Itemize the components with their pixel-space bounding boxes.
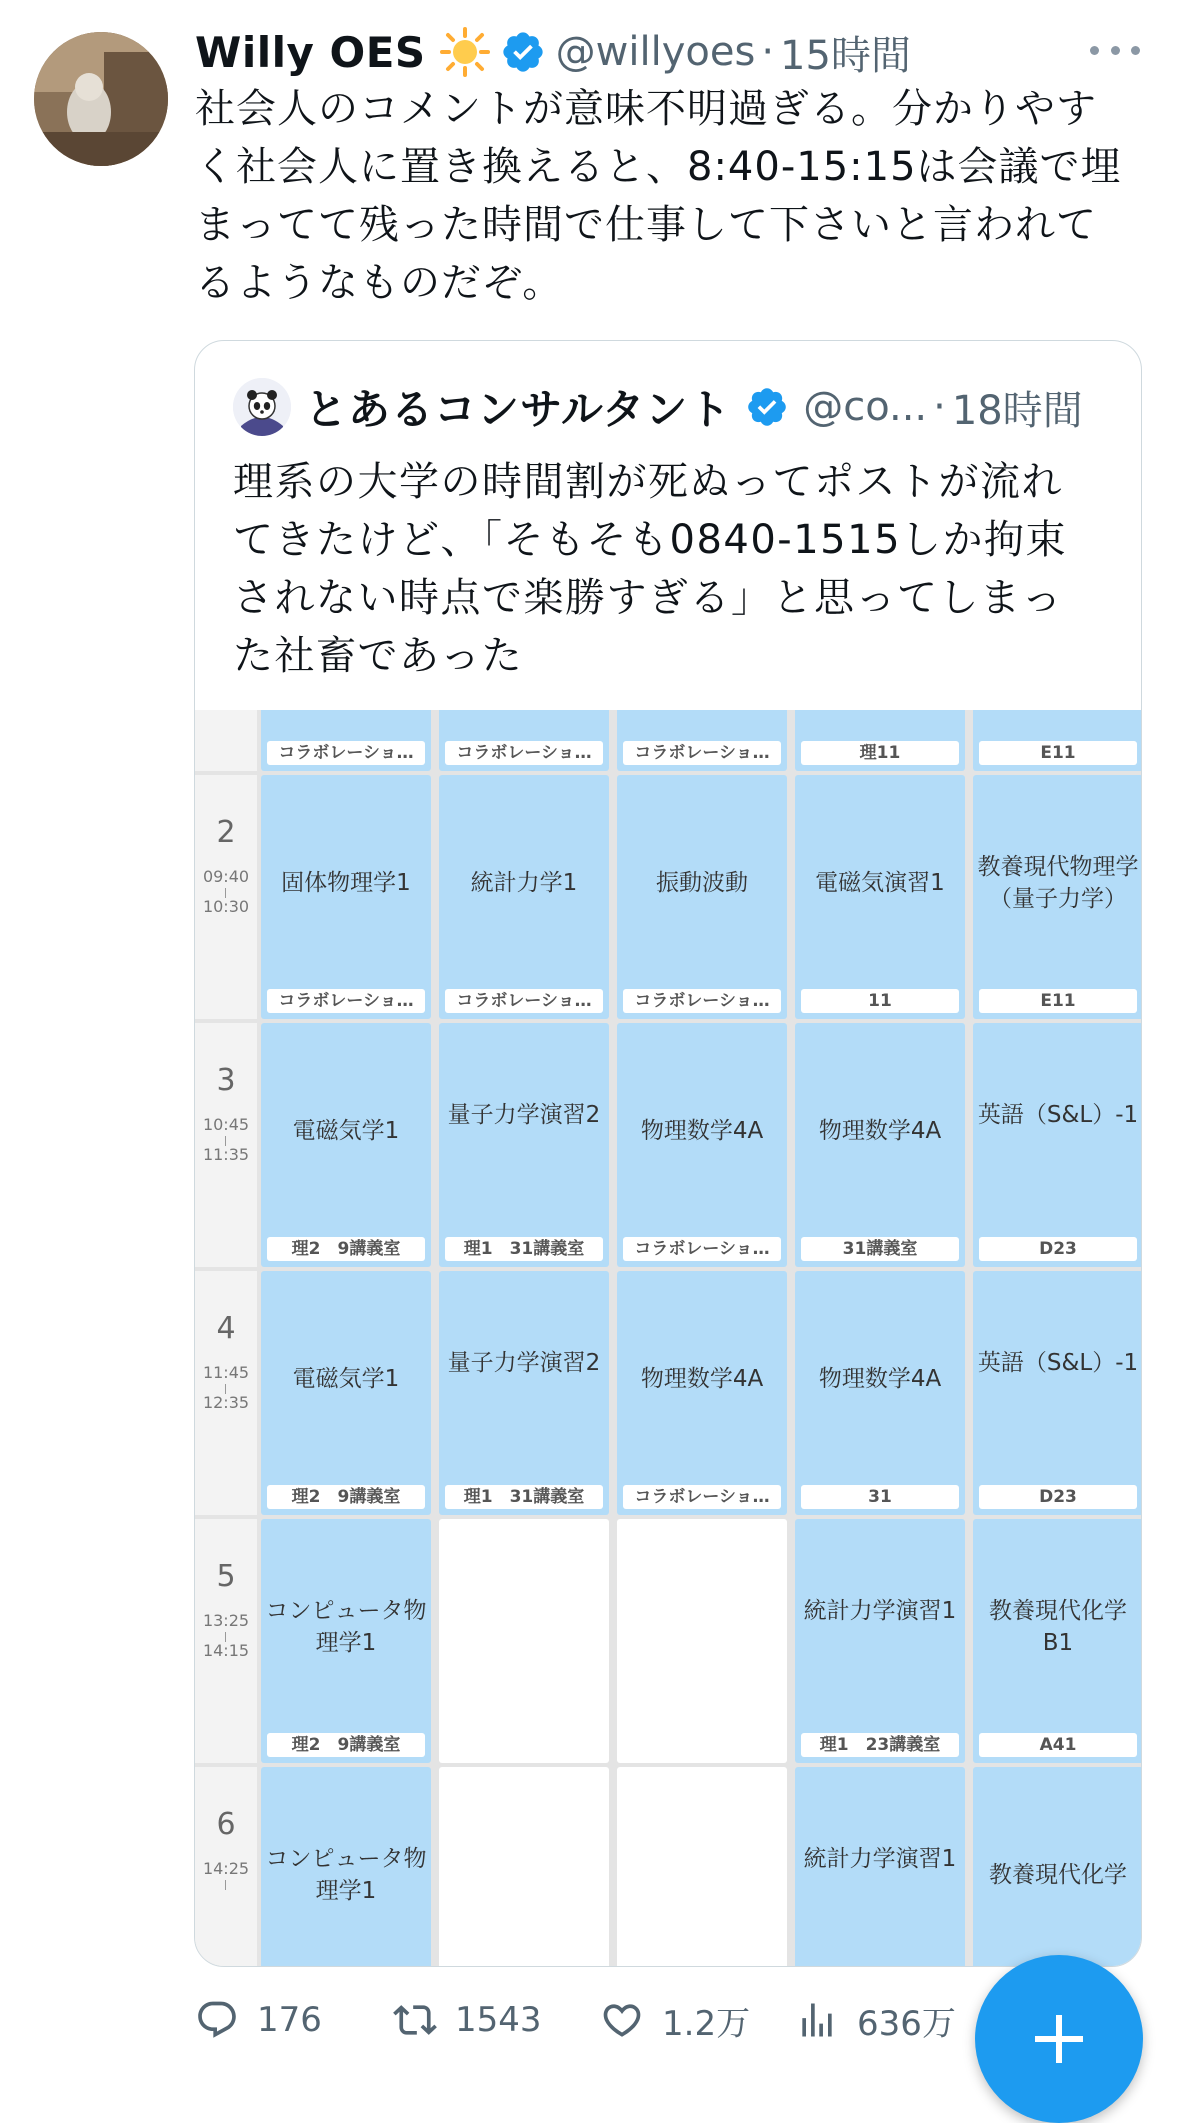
period-label-1 [195, 710, 257, 771]
class-room: 理2 9講義室 [267, 1237, 425, 1261]
empty-cell [439, 1767, 609, 1966]
class-room: 理2 9講義室 [267, 1733, 425, 1757]
verified-badge-icon[interactable] [745, 385, 789, 429]
quoted-tweet-text: 理系の大学の時間割が死ぬってポストが流れ てきたけど、「そもそも0840-1515しか拘束 されない時点で楽勝すぎる」と思ってしまっ た社畜であった [233, 459, 1068, 679]
period-number: 5 [216, 1559, 236, 1594]
class-name: 物理数学4A [818, 1366, 942, 1392]
class-name: 量子力学演習2 [447, 1350, 601, 1376]
retweet-icon [393, 1998, 437, 2042]
empty-cell [617, 1519, 787, 1763]
class-cell[interactable] [795, 710, 965, 771]
period-end-time: 14:15 [202, 1641, 250, 1660]
class-room: 理11 [801, 741, 959, 765]
class-cell[interactable] [617, 1271, 787, 1515]
more-options-button[interactable] [1090, 38, 1140, 62]
class-room: コラボレーショ… [267, 741, 425, 765]
period-label-2 [195, 775, 257, 1019]
class-cell[interactable] [973, 1271, 1141, 1515]
quoted-author-name[interactable]: とあるコンサルタント [305, 385, 732, 434]
class-room: コラボレーショ… [623, 1485, 781, 1509]
period-number: 4 [216, 1311, 236, 1346]
class-name: 電磁気学1 [292, 1118, 400, 1144]
reply-button[interactable] [195, 1990, 322, 2050]
period-start-time: 10:45 [202, 1115, 250, 1134]
compose-button[interactable] [975, 1955, 1143, 2123]
class-cell[interactable] [973, 1767, 1141, 1966]
class-name: コンピュータ物理学1 [265, 1846, 427, 1904]
separator-dot: · [933, 384, 946, 430]
class-cell[interactable] [261, 1519, 431, 1763]
class-name: 英語（S&L）-1 [977, 1102, 1139, 1128]
period-end-time: 12:35 [202, 1393, 250, 1412]
class-name: 統計力学演習1 [803, 1846, 957, 1872]
like-button[interactable] [600, 1990, 750, 2050]
class-room: 理2 9講義室 [267, 1485, 425, 1509]
class-room: A41 [979, 1733, 1137, 1757]
reply-count: 176 [257, 2000, 322, 2040]
period-end-time: 11:35 [202, 1145, 250, 1164]
class-cell[interactable] [973, 775, 1141, 1019]
more-dot-icon [1111, 46, 1120, 55]
views-count: 636万 [857, 2003, 956, 2044]
class-room: D23 [979, 1237, 1137, 1261]
class-room: 31講義室 [801, 1237, 959, 1261]
class-cell[interactable] [795, 775, 965, 1019]
retweet-count: 1543 [455, 2000, 542, 2040]
tweet-actions-bar [195, 1990, 995, 2050]
period-end-time: 10:30 [202, 897, 250, 916]
class-name: 振動波動 [656, 870, 748, 896]
verified-badge-icon[interactable] [500, 29, 546, 75]
quoted-tweet[interactable] [194, 340, 1142, 1967]
panda-avatar-icon [233, 378, 291, 436]
class-name: 教養現代化学B1 [989, 1598, 1127, 1656]
class-room: 理1 31講義室 [445, 1485, 603, 1509]
class-room: コラボレーショ… [267, 989, 425, 1013]
more-dot-icon [1090, 46, 1099, 55]
class-room: コラボレーショ… [445, 989, 603, 1013]
class-cell[interactable] [973, 710, 1141, 771]
class-room: コラボレーショ… [623, 741, 781, 765]
class-cell[interactable] [261, 775, 431, 1019]
period-time-divider [225, 1880, 226, 1890]
class-room: 31 [801, 1485, 959, 1509]
period-number: 3 [216, 1063, 236, 1098]
quoted-author-handle[interactable]: @co... [803, 384, 928, 430]
like-count: 1.2万 [662, 2003, 751, 2044]
empty-cell [439, 1519, 609, 1763]
class-name: 教養現代化学 [989, 1862, 1127, 1888]
period-label-6 [195, 1767, 257, 1966]
period-start-time: 09:40 [202, 867, 250, 886]
class-cell[interactable] [261, 1767, 431, 1966]
views-button[interactable] [795, 1990, 956, 2050]
class-name: 固体物理学1 [281, 870, 411, 896]
quoted-author-avatar[interactable] [233, 378, 291, 436]
class-cell[interactable] [439, 775, 609, 1019]
views-icon [795, 1998, 839, 2042]
retweet-button[interactable] [393, 1990, 542, 2050]
class-cell[interactable] [617, 710, 787, 771]
author-handle[interactable]: @willyoes [555, 29, 756, 75]
class-cell[interactable] [795, 1271, 965, 1515]
period-number: 2 [216, 815, 236, 850]
avatar-photo [34, 32, 168, 166]
reply-icon [195, 1998, 239, 2042]
author-name[interactable]: Willy OES [195, 27, 426, 77]
class-room: E11 [979, 989, 1137, 1013]
author-avatar[interactable] [34, 32, 168, 166]
heart-icon [600, 1998, 644, 2042]
class-room: 11 [801, 989, 959, 1013]
class-cell[interactable] [439, 1271, 609, 1515]
class-room: E11 [979, 741, 1137, 765]
plus-icon [1029, 2009, 1089, 2069]
class-room: 理1 31講義室 [445, 1237, 603, 1261]
period-label-5 [195, 1519, 257, 1763]
quoted-tweet-time[interactable]: 18時間 [951, 387, 1083, 434]
tweet-header [195, 22, 911, 82]
period-label-4 [195, 1271, 257, 1515]
class-name: 物理数学4A [818, 1118, 942, 1144]
class-cell[interactable] [261, 1271, 431, 1515]
class-room: D23 [979, 1485, 1137, 1509]
sun-emoji-icon [440, 27, 490, 77]
class-cell[interactable] [439, 1023, 609, 1267]
class-name: 物理数学4A [640, 1366, 764, 1392]
class-cell[interactable] [795, 1023, 965, 1267]
more-dot-icon [1131, 46, 1140, 55]
empty-cell [617, 1767, 787, 1966]
period-label-3 [195, 1023, 257, 1267]
class-name: 教養現代物理学（量子力学） [977, 854, 1139, 912]
class-cell[interactable] [439, 710, 609, 771]
quoted-tweet-header [233, 376, 1083, 438]
class-room: コラボレーショ… [445, 741, 603, 765]
class-name: 量子力学演習2 [447, 1102, 601, 1128]
class-cell[interactable] [617, 1023, 787, 1267]
class-cell[interactable] [795, 1767, 965, 1966]
period-number: 6 [216, 1807, 236, 1842]
class-cell[interactable] [795, 1519, 965, 1763]
class-room: 理1 23講義室 [801, 1733, 959, 1757]
class-name: 英語（S&L）-1 [977, 1350, 1139, 1376]
period-start-time: 13:25 [202, 1611, 250, 1630]
tweet-time[interactable]: 15時間 [780, 32, 911, 79]
class-room: コラボレーショ… [623, 1237, 781, 1261]
class-cell[interactable] [261, 1023, 431, 1267]
class-cell[interactable] [261, 710, 431, 771]
class-name: 統計力学1 [470, 870, 578, 896]
period-start-time: 11:45 [202, 1363, 250, 1382]
class-name: 電磁気学1 [292, 1366, 400, 1392]
period-start-time: 14:25 [202, 1859, 250, 1878]
class-room: コラボレーショ… [623, 989, 781, 1013]
class-name: 電磁気演習1 [815, 870, 945, 896]
timetable-image[interactable] [195, 710, 1141, 1966]
tweet-text: 社会人のコメントが意味不明過ぎる。分かりやす く社会人に置き換えると、8:40-15:15は会議で埋 まってて残った時間で仕事して下さいと言われて るようなものだぞ。 [195, 86, 1122, 306]
class-cell[interactable] [973, 1519, 1141, 1763]
class-name: コンピュータ物理学1 [265, 1598, 427, 1656]
class-cell[interactable] [973, 1023, 1141, 1267]
class-cell[interactable] [617, 775, 787, 1019]
class-name: 物理数学4A [640, 1118, 764, 1144]
class-name: 統計力学演習1 [803, 1598, 957, 1624]
separator-dot: · [761, 29, 775, 75]
